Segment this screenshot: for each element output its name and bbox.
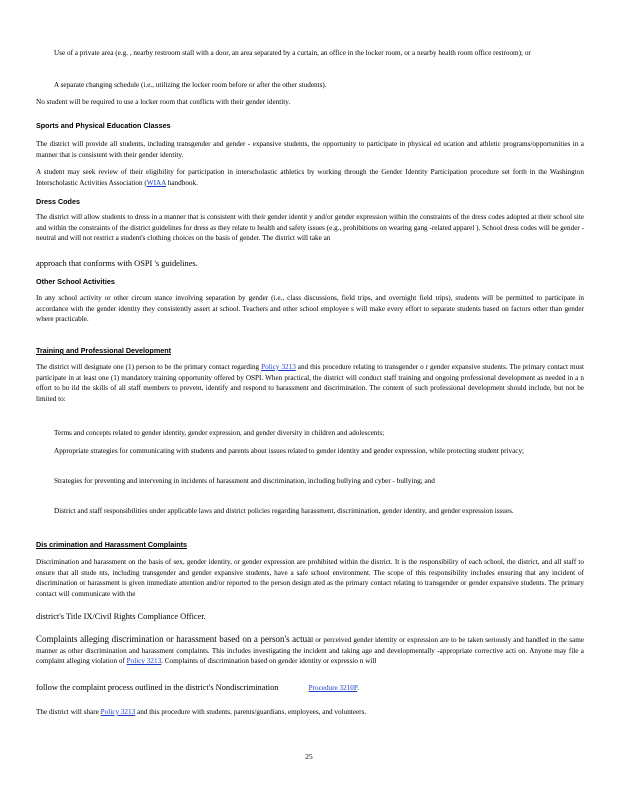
paragraph-text: handbook. (165, 178, 198, 187)
paragraph-text: . (357, 684, 359, 692)
paragraph-text: l or perceived gender identity or expression are to be taken seriously and handled in the same manner as other discrimination and harassment complaints. This includes investigating the incident and taking age and developmentally -appropriate corrective acti on. Anyone may file a complaint alleging violation of (36, 636, 585, 666)
paragraph-text: A student may seek review of their eligibility for participation in interscholastic athletics by working through the Gender Identity Participation procedure set forth in the Washington Interscholastic Activities Association ( (36, 168, 584, 187)
paragraph: Discrimination and harassment on the basis of sex, gender identity, or gender expression are prohibited within the district. It is the responsibility of each school, the district, and all staff to ensure that all stude nts, including transgender and gender expansive students, have a safe school environment. The scope of this responsibility includes ensuring that any incident of discrimination or harassment is given immediate attention and/or reported to the person design ated as the primary contact relating to transgender or gender expansive students. The primary contact will communicate with the (36, 558, 584, 598)
list-item: Strategies for preventing and intervening in incidents of harassment and discrimination, including bullying and cyber - bullying; and (54, 477, 435, 485)
paragraph (36, 167, 584, 188)
section-heading-dress-codes: Dress Codes (36, 197, 80, 206)
paragraph-tail (36, 683, 584, 694)
paragraph (36, 362, 584, 404)
list-item: Terms and concepts related to gender identity, gender expression, and gender diversity in children and adolescents; (54, 429, 385, 437)
policy-3213-link[interactable]: Policy 3213 (261, 363, 296, 371)
list-item: Appropriate strategies for communicating with students and parents about issues related to gender identity and gender expression, while protecting student privacy; (54, 447, 525, 455)
paragraph-text: and this procedure relating to transgender o r gender expansive students. The primary contact must participate in at least one (1) mandatory training opportunity offered by OSPI. When practical, the district will conduct staff training and ongoing professional development as needed in a n effort to bu ild the skills of all staff members to prevent, identify and respond to harassment and discrimination. The content of such professional development should include, but not be limited to: (36, 363, 584, 403)
section-heading-complaints: Dis crimination and Harassment Complaints (36, 540, 187, 549)
list-item: District and staff responsibilities under applicable laws and district policies regarding harassment, discrimination, gender identity, and gender expression issues. (54, 507, 514, 515)
list-item: A separate changing schedule (i.e., utilizing the locker room before or after the other students). (54, 81, 327, 89)
procedure-3210p-link[interactable]: Procedure 3210P (308, 684, 358, 692)
section-heading-training: Training and Professional Development (36, 346, 171, 355)
paragraph: No student will be required to use a locker room that conflicts with their gender identity. (36, 98, 291, 106)
policy-3213-link[interactable]: Policy 3213 (100, 708, 136, 716)
paragraph: The district will allow students to dress in a manner that is consistent with their gender identit y and/or gender expression within the constraints of the dress codes adopted at their school site and within the constraints of the district guidelines for dress as they relate to health and safety issues (e.g., prohibitions on wearing gang -related apparel ). School dress codes will be gender -neutral and will not restrict a student's clothing choices on the basis of gender. The district will take an (36, 213, 584, 243)
list-item: Use of a private area (e.g. , nearby restroom stall with a door, an area separated by a curtain, an office in the locker room, or a nearby health room office restroom); or (54, 49, 531, 57)
paragraph-text: . Complaints of discrimination based on gender identity or expressio n will (161, 657, 377, 666)
wiaa-link[interactable]: WIAA (146, 178, 166, 187)
paragraph: In any school activity or other circum stance involving separation by gender (i.e., class discussions, field trips, and overnight field trips), students will be permitted to participate in accordance with the gender identity they consistently assert at school. Teachers and other school employee s will make every effort to separate students based on factors other than gender where practicable. (36, 294, 584, 324)
paragraph-text: follow the complaint process outlined in the district's Nondiscrimination (36, 683, 279, 692)
policy-3213-link[interactable]: Policy 3213 (126, 657, 162, 666)
paragraph-text: The district will share (36, 708, 101, 716)
paragraph-text: and this procedure with students, parents/guardians, employees, and volunteers. (135, 708, 367, 716)
section-heading-other-activities: Other School Activities (36, 277, 115, 286)
paragraph-tail: district's Title IX/Civil Rights Compliance Officer. (36, 612, 206, 621)
paragraph (36, 707, 584, 718)
section-heading-sports: Sports and Physical Education Classes (36, 121, 171, 130)
paragraph-lead: Complaints alleging discrimination or harassment based on a person's actua (36, 634, 312, 644)
paragraph (36, 634, 584, 667)
paragraph: The district will provide all students, including transgender and gender - expansive students, the opportunity to participate in physical ed ucation and athletic programs/opportunities in a manner that is consistent with their gender identity. (36, 140, 584, 159)
page-number: 25 (305, 752, 313, 761)
paragraph-text: The district will designate one (1) person to be the primary contact regarding (36, 363, 262, 371)
paragraph-tail: approach that conforms with OSPI 's guidelines. (36, 259, 198, 268)
